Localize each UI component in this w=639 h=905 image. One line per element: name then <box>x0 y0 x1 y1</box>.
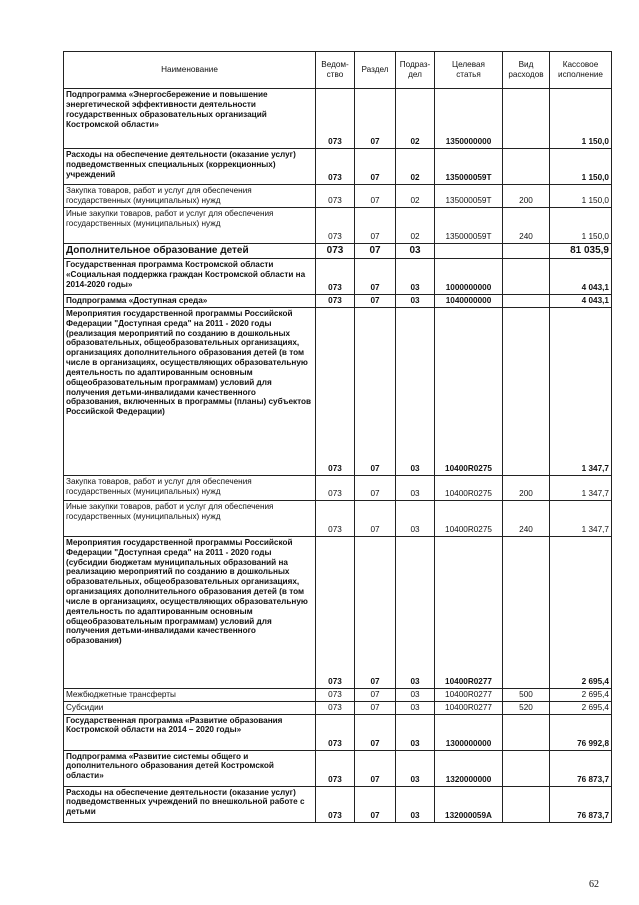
row-name-cell: Дополнительное образование детей <box>64 244 316 259</box>
row-vid-cell <box>503 750 550 786</box>
row-vedomstvo-cell: 073 <box>316 786 355 822</box>
row-celevaya-cell: 135000059Т <box>435 185 503 208</box>
row-amount-cell: 1 150,0 <box>550 89 612 149</box>
row-amount-cell: 2 695,4 <box>550 688 612 701</box>
row-razdel-cell: 07 <box>355 786 396 822</box>
table-row <box>64 714 612 750</box>
row-razdel-cell: 07 <box>355 185 396 208</box>
row-razdel-cell: 07 <box>355 536 396 688</box>
row-vid-cell: 200 <box>503 475 550 500</box>
row-amount-cell: 76 873,7 <box>550 750 612 786</box>
row-name-cell: Иные закупки товаров, работ и услуг для обеспечения государственных (муниципальных) нужд <box>64 500 316 536</box>
row-name-cell: Межбюджетные трансферты <box>64 688 316 701</box>
row-vid-cell <box>503 295 550 308</box>
table-row <box>64 500 612 536</box>
row-amount-cell: 2 695,4 <box>550 536 612 688</box>
table-row <box>64 536 612 688</box>
row-podrazdel-cell: 03 <box>396 701 435 714</box>
row-vid-cell: 240 <box>503 500 550 536</box>
row-vedomstvo-cell: 073 <box>316 307 355 475</box>
table-row <box>64 259 612 295</box>
row-razdel-cell: 07 <box>355 259 396 295</box>
row-razdel-cell: 07 <box>355 149 396 185</box>
row-razdel-cell: 07 <box>355 750 396 786</box>
table-row <box>64 750 612 786</box>
col-header-razdel: Раздел <box>355 52 396 89</box>
row-celevaya-cell: 135000059Т <box>435 149 503 185</box>
row-vedomstvo-cell: 073 <box>316 500 355 536</box>
row-podrazdel-cell: 03 <box>396 244 435 259</box>
row-celevaya-cell: 135000059Т <box>435 208 503 244</box>
row-vid-cell <box>503 307 550 475</box>
row-celevaya-cell: 10400R0277 <box>435 536 503 688</box>
row-vedomstvo-cell: 073 <box>316 750 355 786</box>
row-podrazdel-cell: 03 <box>396 475 435 500</box>
row-podrazdel-cell: 03 <box>396 536 435 688</box>
row-name-cell: Государственная программа Костромской области «Социальная поддержка граждан Костромской области на 2014-2020 годы» <box>64 259 316 295</box>
row-razdel-cell: 07 <box>355 244 396 259</box>
col-header-name: Наименование <box>64 52 316 89</box>
row-name-cell: Мероприятия государственной программы Российской Федерации "Доступная среда" на 2011 - 2020 годы (субсидии бюджетам муниципальных образований на реализацию мероприятий по созданию в дошкольных образовательных, общеобразовательных организациях, организациях дополнительного образования детей (в том числе в организациях, осуществляющих образовательную деятельность по адаптированным основным общеобразовательным программам) условий для получения детьми-инвалидами качественного образования) <box>64 536 316 688</box>
row-celevaya-cell: 1350000000 <box>435 89 503 149</box>
table-row <box>64 701 612 714</box>
row-vedomstvo-cell: 073 <box>316 185 355 208</box>
row-name-cell: Подпрограмма «Энергосбережение и повышение энергетической эффективности деятельности государственных образовательных организаций Костромской области» <box>64 89 316 149</box>
table-row <box>64 89 612 149</box>
row-name-cell: Государственная программа «Развитие образования Костромской области на 2014 – 2020 годы» <box>64 714 316 750</box>
row-celevaya-cell: 10400R0277 <box>435 688 503 701</box>
table-row <box>64 244 612 259</box>
row-amount-cell: 1 150,0 <box>550 185 612 208</box>
row-razdel-cell: 07 <box>355 701 396 714</box>
row-podrazdel-cell: 03 <box>396 307 435 475</box>
row-vid-cell <box>503 149 550 185</box>
table-row <box>64 208 612 244</box>
table-row <box>64 688 612 701</box>
row-podrazdel-cell: 03 <box>396 259 435 295</box>
row-podrazdel-cell: 03 <box>396 750 435 786</box>
row-name-cell: Закупка товаров, работ и услуг для обеспечения государственных (муниципальных) нужд <box>64 185 316 208</box>
row-amount-cell: 4 043,1 <box>550 295 612 308</box>
row-celevaya-cell: 1000000000 <box>435 259 503 295</box>
table-row <box>64 307 612 475</box>
row-vid-cell <box>503 714 550 750</box>
row-amount-cell: 1 347,7 <box>550 500 612 536</box>
row-vedomstvo-cell: 073 <box>316 475 355 500</box>
row-razdel-cell: 07 <box>355 688 396 701</box>
row-name-cell: Субсидии <box>64 701 316 714</box>
col-header-kassovoe: Кассовое исполнение <box>550 52 612 89</box>
table-row <box>64 149 612 185</box>
row-celevaya-cell: 132000059А <box>435 786 503 822</box>
row-name-cell: Расходы на обеспечение деятельности (оказание услуг) подведомственных учреждений по внешкольной работе с детьми <box>64 786 316 822</box>
row-vid-cell: 200 <box>503 185 550 208</box>
row-celevaya-cell: 10400R0275 <box>435 307 503 475</box>
row-vid-cell <box>503 89 550 149</box>
row-vedomstvo-cell: 073 <box>316 701 355 714</box>
row-amount-cell: 1 150,0 <box>550 208 612 244</box>
table-row <box>64 475 612 500</box>
row-name-cell: Подпрограмма «Развитие системы общего и дополнительного образования детей Костромской области» <box>64 750 316 786</box>
table-row <box>64 185 612 208</box>
row-vid-cell <box>503 786 550 822</box>
row-vid-cell: 240 <box>503 208 550 244</box>
row-vid-cell <box>503 259 550 295</box>
row-amount-cell: 76 992,8 <box>550 714 612 750</box>
row-vedomstvo-cell: 073 <box>316 244 355 259</box>
row-amount-cell: 76 873,7 <box>550 786 612 822</box>
row-name-cell: Закупка товаров, работ и услуг для обеспечения государственных (муниципальных) нужд <box>64 475 316 500</box>
row-podrazdel-cell: 03 <box>396 295 435 308</box>
row-razdel-cell: 07 <box>355 208 396 244</box>
row-razdel-cell: 07 <box>355 475 396 500</box>
row-podrazdel-cell: 03 <box>396 688 435 701</box>
row-amount-cell: 1 347,7 <box>550 307 612 475</box>
row-vedomstvo-cell: 073 <box>316 714 355 750</box>
row-podrazdel-cell: 03 <box>396 500 435 536</box>
row-vedomstvo-cell: 073 <box>316 688 355 701</box>
row-amount-cell: 1 150,0 <box>550 149 612 185</box>
table-row <box>64 786 612 822</box>
row-vid-cell <box>503 536 550 688</box>
row-amount-cell: 1 347,7 <box>550 475 612 500</box>
row-name-cell: Иные закупки товаров, работ и услуг для обеспечения государственных (муниципальных) нужд <box>64 208 316 244</box>
page-number: 62 <box>589 879 599 890</box>
row-razdel-cell: 07 <box>355 714 396 750</box>
row-vid-cell: 500 <box>503 688 550 701</box>
row-vedomstvo-cell: 073 <box>316 208 355 244</box>
row-razdel-cell: 07 <box>355 295 396 308</box>
row-podrazdel-cell: 02 <box>396 89 435 149</box>
row-amount-cell: 81 035,9 <box>550 244 612 259</box>
col-header-vid: Вид расходов <box>503 52 550 89</box>
row-name-cell: Расходы на обеспечение деятельности (оказание услуг) подведомственных специальных (коррекционных) учреждений <box>64 149 316 185</box>
row-razdel-cell: 07 <box>355 500 396 536</box>
row-podrazdel-cell: 02 <box>396 208 435 244</box>
col-header-vedomstvo: Ведом- ство <box>316 52 355 89</box>
row-vid-cell <box>503 244 550 259</box>
row-vedomstvo-cell: 073 <box>316 259 355 295</box>
row-razdel-cell: 07 <box>355 89 396 149</box>
row-vedomstvo-cell: 073 <box>316 536 355 688</box>
col-header-podrazdel: Подраз- дел <box>396 52 435 89</box>
table-header-row <box>64 52 612 89</box>
row-vedomstvo-cell: 073 <box>316 295 355 308</box>
col-header-celevaya: Целевая статья <box>435 52 503 89</box>
row-vedomstvo-cell: 073 <box>316 149 355 185</box>
row-amount-cell: 4 043,1 <box>550 259 612 295</box>
budget-table <box>63 51 612 823</box>
row-celevaya-cell: 10400R0275 <box>435 475 503 500</box>
row-name-cell: Мероприятия государственной программы Российской Федерации "Доступная среда" на 2011 - 2020 годы (реализация мероприятий по созданию в дошкольных образовательных, общеобразовательных организациях, организациях дополнительного образования детей (в том числе в организациях, осуществляющих образовательную деятельность по адаптированным основным общеобразовательным программам) условий для получения детьми-инвалидами качественного образования, включенных в программы (планы) субъектов Российской Федерации) <box>64 307 316 475</box>
row-celevaya-cell: 1320000000 <box>435 750 503 786</box>
row-celevaya-cell: 1040000000 <box>435 295 503 308</box>
row-podrazdel-cell: 03 <box>396 714 435 750</box>
table-row <box>64 295 612 308</box>
row-celevaya-cell: 1300000000 <box>435 714 503 750</box>
row-vid-cell: 520 <box>503 701 550 714</box>
row-vedomstvo-cell: 073 <box>316 89 355 149</box>
row-razdel-cell: 07 <box>355 307 396 475</box>
row-celevaya-cell: 10400R0275 <box>435 500 503 536</box>
row-celevaya-cell <box>435 244 503 259</box>
row-celevaya-cell: 10400R0277 <box>435 701 503 714</box>
row-podrazdel-cell: 02 <box>396 149 435 185</box>
row-amount-cell: 2 695,4 <box>550 701 612 714</box>
row-name-cell: Подпрограмма «Доступная среда» <box>64 295 316 308</box>
row-podrazdel-cell: 03 <box>396 786 435 822</box>
row-podrazdel-cell: 02 <box>396 185 435 208</box>
